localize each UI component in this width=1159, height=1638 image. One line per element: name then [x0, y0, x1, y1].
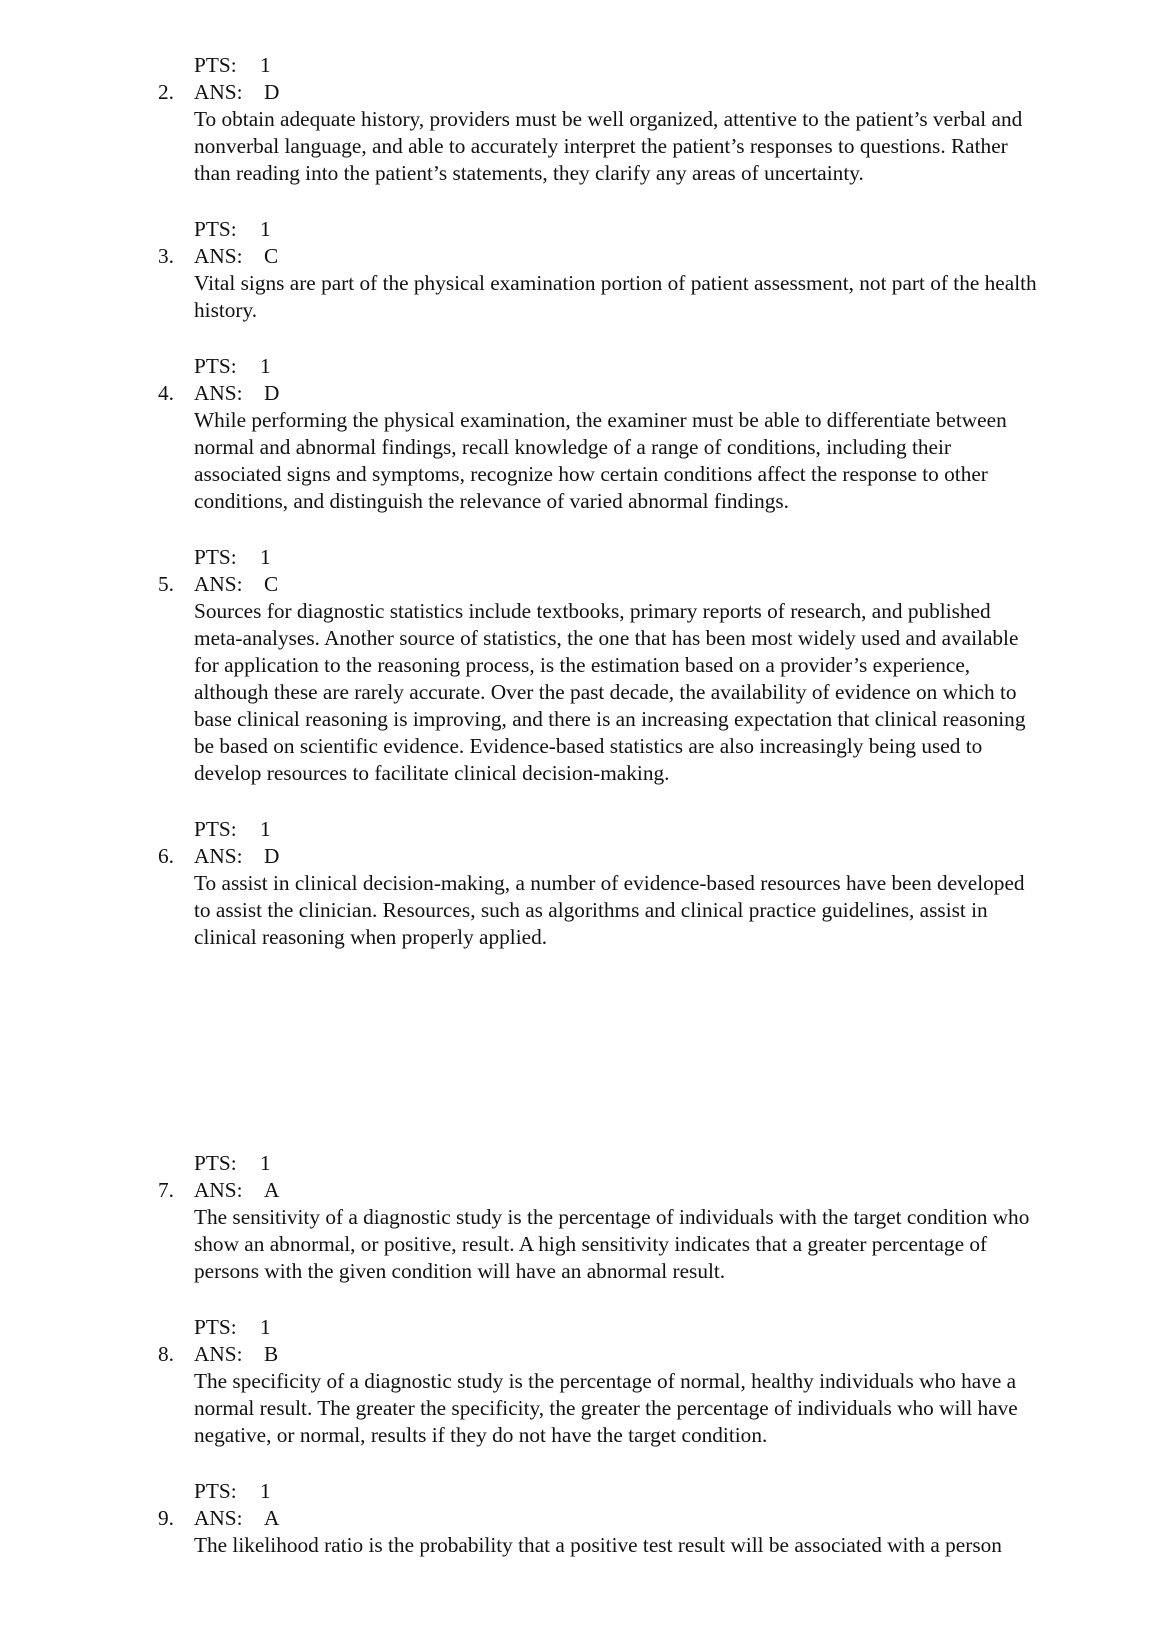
rationale-2 — [194, 106, 1124, 187]
rationale-line: although these are rarely accurate. Over the past decade, the availability of evidence on which to — [194, 680, 1017, 704]
rationale-line: Sources for diagnostic statistics include textbooks, primary reports of research, and published — [194, 599, 991, 623]
rationale-9 — [194, 1532, 1124, 1559]
answer-letter: B — [264, 1342, 279, 1366]
rationale-line: base clinical reasoning is improving, and there is an increasing expectation that clinical reasoning — [194, 707, 1026, 731]
ans-label: ANS: — [194, 244, 243, 268]
question-number: 7. — [158, 1178, 174, 1202]
rationale-line: than reading into the patient’s statements, they clarify any areas of uncertainty. — [194, 161, 864, 185]
pts-label: PTS: — [194, 1479, 237, 1503]
pts-line-8 — [194, 1478, 271, 1505]
pts-value: 1 — [260, 1479, 271, 1503]
rationale-line: nonverbal language, and able to accurately interpret the patient’s responses to questions. Rather — [194, 134, 1008, 158]
pts-value: 1 — [260, 354, 271, 378]
rationale-line: While performing the physical examination, the examiner must be able to differentiate between — [194, 408, 1007, 432]
rationale-line: Vital signs are part of the physical examination portion of patient assessment, not part of the health — [194, 271, 1037, 295]
ans-label: ANS: — [194, 1178, 243, 1202]
question-number: 5. — [158, 572, 174, 596]
rationale-line: negative, or normal, results if they do not have the target condition. — [194, 1423, 768, 1447]
pts-label: PTS: — [194, 217, 237, 241]
rationale-line: To assist in clinical decision-making, a number of evidence-based resources have been developed — [194, 871, 1025, 895]
rationale-line: be based on scientific evidence. Evidence-based statistics are also increasingly being used to — [194, 734, 983, 758]
rationale-line: history. — [194, 298, 258, 322]
answer-letter: D — [264, 844, 280, 868]
rationale-8 — [194, 1368, 1124, 1449]
pts-label: PTS: — [194, 1315, 237, 1339]
answer-letter: C — [264, 244, 279, 268]
rationale-line: to assist the clinician. Resources, such as algorithms and clinical practice guidelines, assist in — [194, 898, 988, 922]
rationale-6 — [194, 870, 1124, 951]
pts-value: 1 — [260, 1151, 271, 1175]
rationale-5 — [194, 598, 1124, 787]
rationale-line: persons with the given condition will have an abnormal result. — [194, 1259, 726, 1283]
question-number: 4. — [158, 381, 174, 405]
rationale-line: The specificity of a diagnostic study is the percentage of normal, healthy individuals who have a — [194, 1369, 1017, 1393]
pts-value: 1 — [260, 545, 271, 569]
question-number: 9. — [158, 1506, 174, 1530]
rationale-4 — [194, 407, 1124, 515]
rationale-line: clinical reasoning when properly applied. — [194, 925, 548, 949]
rationale-line: To obtain adequate history, providers must be well organized, attentive to the patient’s verbal and — [194, 107, 1023, 131]
pts-value: 1 — [260, 53, 271, 77]
pts-line-5 — [194, 816, 271, 843]
question-number: 8. — [158, 1342, 174, 1366]
pts-line-3 — [194, 353, 271, 380]
ans-label: ANS: — [194, 80, 243, 104]
rationale-line: develop resources to facilitate clinical decision-making. — [194, 761, 670, 785]
pts-value: 1 — [260, 817, 271, 841]
pts-line-4 — [194, 544, 271, 571]
rationale-line: normal and abnormal findings, recall knowledge of a range of conditions, including their — [194, 435, 952, 459]
pts-value: 1 — [260, 1315, 271, 1339]
rationale-7 — [194, 1204, 1124, 1285]
pts-line-6 — [194, 1150, 271, 1177]
answer-letter: D — [264, 80, 280, 104]
pts-label: PTS: — [194, 53, 237, 77]
rationale-line: associated signs and symptoms, recognize how certain conditions affect the response to other — [194, 462, 988, 486]
pts-label: PTS: — [194, 354, 237, 378]
answer-letter: A — [264, 1506, 280, 1530]
ans-label: ANS: — [194, 844, 243, 868]
question-number: 2. — [158, 80, 174, 104]
question-number: 3. — [158, 244, 174, 268]
answer-letter: C — [264, 572, 279, 596]
pts-label: PTS: — [194, 545, 237, 569]
rationale-line: show an abnormal, or positive, result. A high sensitivity indicates that a greater percentage of — [194, 1232, 988, 1256]
question-number: 6. — [158, 844, 174, 868]
rationale-3 — [194, 270, 1124, 324]
rationale-line: The likelihood ratio is the probability that a positive test result will be associated with a person — [194, 1533, 1002, 1557]
rationale-line: The sensitivity of a diagnostic study is the percentage of individuals with the target condition who — [194, 1205, 1030, 1229]
pts-value: 1 — [260, 217, 271, 241]
ans-label: ANS: — [194, 1506, 243, 1530]
ans-label: ANS: — [194, 572, 243, 596]
answer-letter: D — [264, 381, 280, 405]
ans-label: ANS: — [194, 381, 243, 405]
pts-line-top — [194, 52, 271, 79]
pts-line-7 — [194, 1314, 271, 1341]
rationale-line: meta-analyses. Another source of statistics, the one that has been most widely used and available — [194, 626, 1019, 650]
answer-letter: A — [264, 1178, 280, 1202]
rationale-line: conditions, and distinguish the relevance of varied abnormal findings. — [194, 489, 789, 513]
pts-line-2 — [194, 216, 271, 243]
rationale-line: for application to the reasoning process, is the estimation based on a provider’s experience, — [194, 653, 971, 677]
pts-label: PTS: — [194, 1151, 237, 1175]
pts-label: PTS: — [194, 817, 237, 841]
rationale-line: normal result. The greater the specificity, the greater the percentage of individuals who will have — [194, 1396, 1018, 1420]
ans-label: ANS: — [194, 1342, 243, 1366]
